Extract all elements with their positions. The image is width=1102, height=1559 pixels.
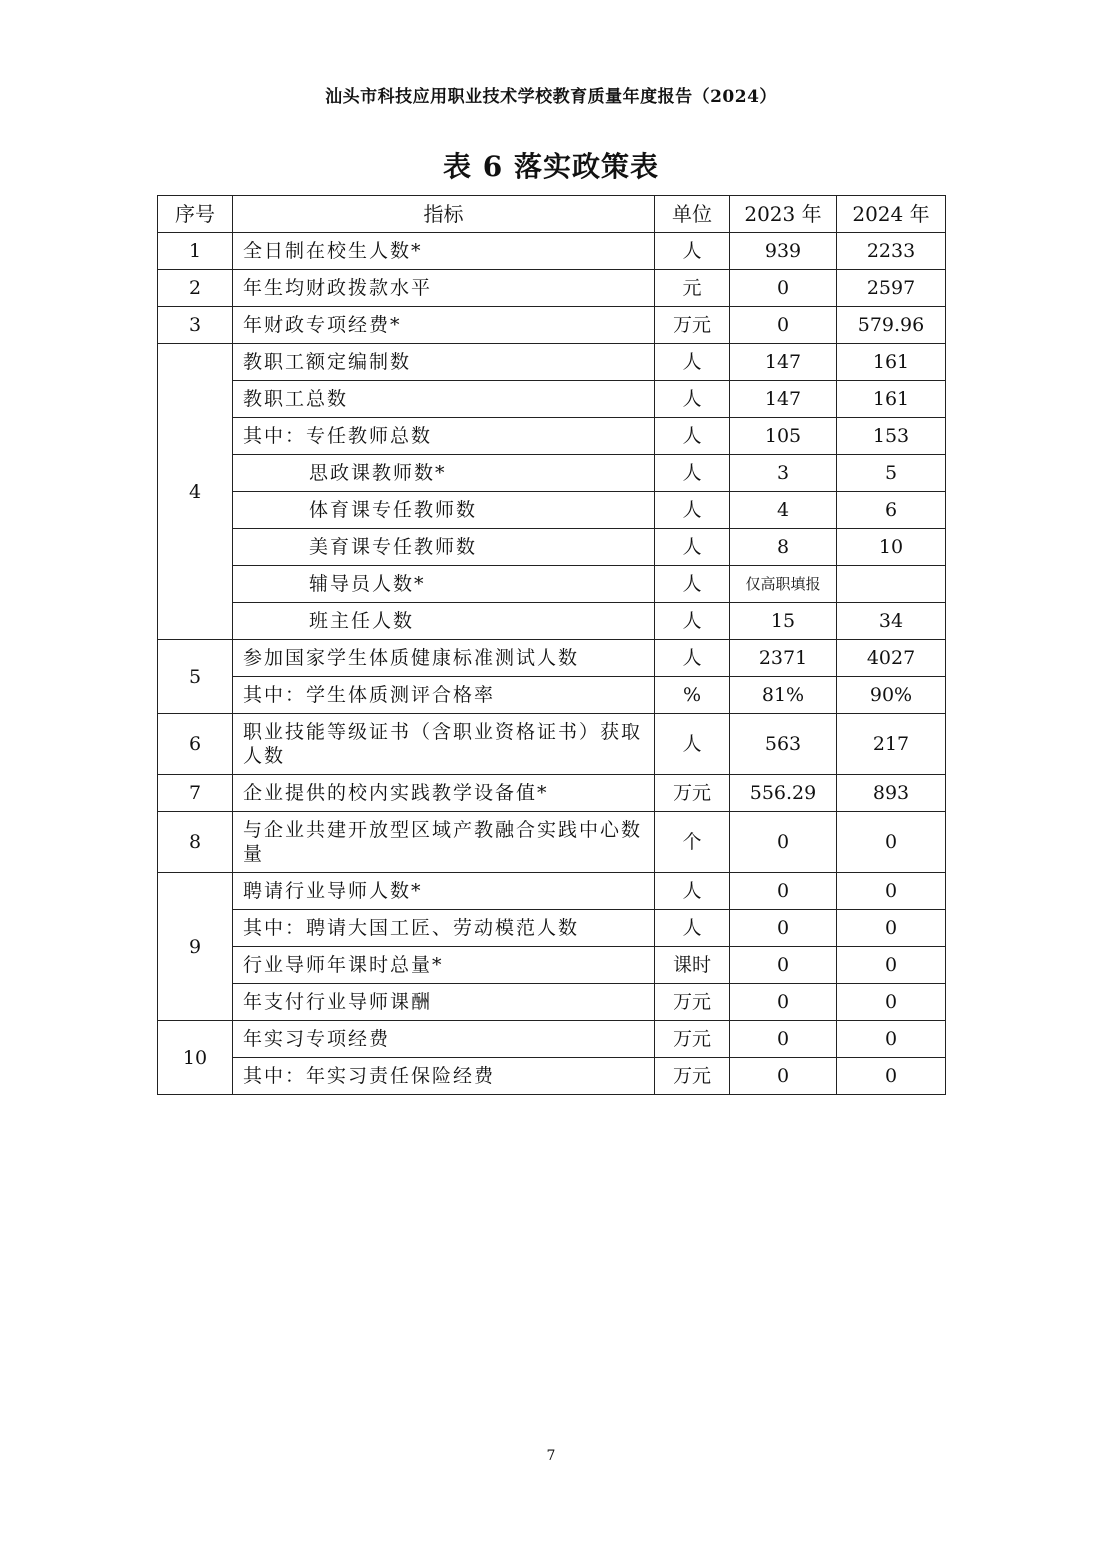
row-number: 7 [158,775,233,812]
table-row [158,1021,946,1058]
value-2023-cell: 3 [730,455,837,492]
value-2023-cell: 105 [730,418,837,455]
value-2024-cell: 153 [837,418,946,455]
indicator-cell: 年生均财政拨款水平 [233,270,655,307]
value-2024-cell: 893 [837,775,946,812]
value-2024-cell: 2597 [837,270,946,307]
indicator-cell: 聘请行业导师人数* [233,873,655,910]
unit-cell: 人 [655,418,730,455]
unit-cell: 人 [655,640,730,677]
table-row [158,270,946,307]
indicator-cell: 参加国家学生体质健康标准测试人数 [233,640,655,677]
value-2024-cell: 6 [837,492,946,529]
table-row [158,947,946,984]
table-row [158,381,946,418]
table-row [158,984,946,1021]
indicator-cell: 年支付行业导师课酬 [233,984,655,1021]
value-2024-cell: 2233 [837,233,946,270]
unit-cell: 元 [655,270,730,307]
unit-cell: 人 [655,233,730,270]
table-row [158,344,946,381]
column-header-unit: 单位 [655,196,730,233]
value-2023-cell: 147 [730,381,837,418]
policy-table [157,195,946,1095]
value-2023-cell: 0 [730,307,837,344]
value-2023-cell: 556.29 [730,775,837,812]
table-title: 表 6 落实政策表 [443,150,659,183]
unit-cell: 人 [655,344,730,381]
value-2024-cell: 4027 [837,640,946,677]
page-number: 7 [546,1448,556,1464]
indicator-cell: 教职工额定编制数 [233,344,655,381]
value-2023-cell: 仅高职填报 [730,566,837,603]
unit-cell: 万元 [655,307,730,344]
table-row [158,492,946,529]
value-2023-cell: 147 [730,344,837,381]
indicator-cell: 思政课教师数* [233,455,655,492]
unit-cell: 人 [655,566,730,603]
indicator-cell: 其中：学生体质测评合格率 [233,677,655,714]
indicator-cell: 年财政专项经费* [233,307,655,344]
indicator-cell: 全日制在校生人数* [233,233,655,270]
indicator-cell: 年实习专项经费 [233,1021,655,1058]
unit-cell: 万元 [655,1058,730,1095]
unit-cell: 人 [655,492,730,529]
indicator-cell: 美育课专任教师数 [233,529,655,566]
indicator-cell: 体育课专任教师数 [233,492,655,529]
unit-cell: 人 [655,603,730,640]
unit-cell: 人 [655,381,730,418]
unit-cell: 万元 [655,1021,730,1058]
value-2024-cell: 0 [837,984,946,1021]
table-row [158,640,946,677]
indicator-cell: 其中：聘请大国工匠、劳动模范人数 [233,910,655,947]
unit-cell: 万元 [655,984,730,1021]
value-2023-cell: 0 [730,947,837,984]
running-header: 汕头市科技应用职业技术学校教育质量年度报告（2024） [325,87,777,107]
indicator-cell: 职业技能等级证书（含职业资格证书）获取人数 [233,714,655,775]
row-number: 10 [158,1021,233,1095]
table-row [158,418,946,455]
value-2023-cell: 0 [730,1021,837,1058]
table-row [158,873,946,910]
table-row [158,233,946,270]
table-row [158,714,946,775]
row-number: 9 [158,873,233,1021]
table-row [158,455,946,492]
column-header-no: 序号 [158,196,233,233]
unit-cell: 人 [655,455,730,492]
row-number: 3 [158,307,233,344]
value-2024-cell: 0 [837,947,946,984]
value-2024-cell: 0 [837,873,946,910]
row-number: 1 [158,233,233,270]
value-2024-cell: 161 [837,344,946,381]
table-row [158,603,946,640]
value-2023-cell: 939 [730,233,837,270]
unit-cell: 人 [655,529,730,566]
column-header-2023: 2023 年 [730,196,837,233]
value-2023-cell: 8 [730,529,837,566]
value-2023-cell: 2371 [730,640,837,677]
unit-cell: 课时 [655,947,730,984]
table-row [158,566,946,603]
value-2023-cell: 15 [730,603,837,640]
value-2023-cell: 0 [730,270,837,307]
indicator-cell: 辅导员人数* [233,566,655,603]
value-2024-cell: 0 [837,812,946,873]
row-number: 2 [158,270,233,307]
unit-cell: 人 [655,873,730,910]
table-row [158,1058,946,1095]
indicator-cell: 企业提供的校内实践教学设备值* [233,775,655,812]
column-header-2024: 2024 年 [837,196,946,233]
value-2023-cell: 0 [730,984,837,1021]
value-2023-cell: 4 [730,492,837,529]
value-2023-cell: 0 [730,873,837,910]
value-2023-cell: 0 [730,1058,837,1095]
unit-cell: 人 [655,714,730,775]
value-2023-cell: 0 [730,812,837,873]
value-2024-cell: 0 [837,910,946,947]
row-number: 5 [158,640,233,714]
unit-cell: 万元 [655,775,730,812]
value-2024-cell: 90% [837,677,946,714]
table-header-row [158,196,946,233]
table-row [158,677,946,714]
table-row [158,775,946,812]
unit-cell: % [655,677,730,714]
value-2024-cell: 10 [837,529,946,566]
row-number: 4 [158,344,233,640]
value-2024-cell: 161 [837,381,946,418]
row-number: 6 [158,714,233,775]
value-2024-cell: 217 [837,714,946,775]
unit-cell: 人 [655,910,730,947]
indicator-cell: 行业导师年课时总量* [233,947,655,984]
indicator-cell: 班主任人数 [233,603,655,640]
row-number: 8 [158,812,233,873]
indicator-cell: 其中：专任教师总数 [233,418,655,455]
column-header-indicator: 指标 [233,196,655,233]
indicator-cell: 教职工总数 [233,381,655,418]
table-row [158,910,946,947]
value-2024-cell: 0 [837,1021,946,1058]
value-2023-cell: 81% [730,677,837,714]
value-2024-cell: 5 [837,455,946,492]
value-2024-cell: 0 [837,1058,946,1095]
unit-cell: 个 [655,812,730,873]
table-row [158,529,946,566]
value-2024-cell: 34 [837,603,946,640]
table-row [158,812,946,873]
value-2024-cell: 579.96 [837,307,946,344]
value-2023-cell: 563 [730,714,837,775]
value-2023-cell: 0 [730,910,837,947]
indicator-cell: 与企业共建开放型区域产教融合实践中心数量 [233,812,655,873]
table-row [158,307,946,344]
indicator-cell: 其中：年实习责任保险经费 [233,1058,655,1095]
value-2024-cell [837,566,946,603]
